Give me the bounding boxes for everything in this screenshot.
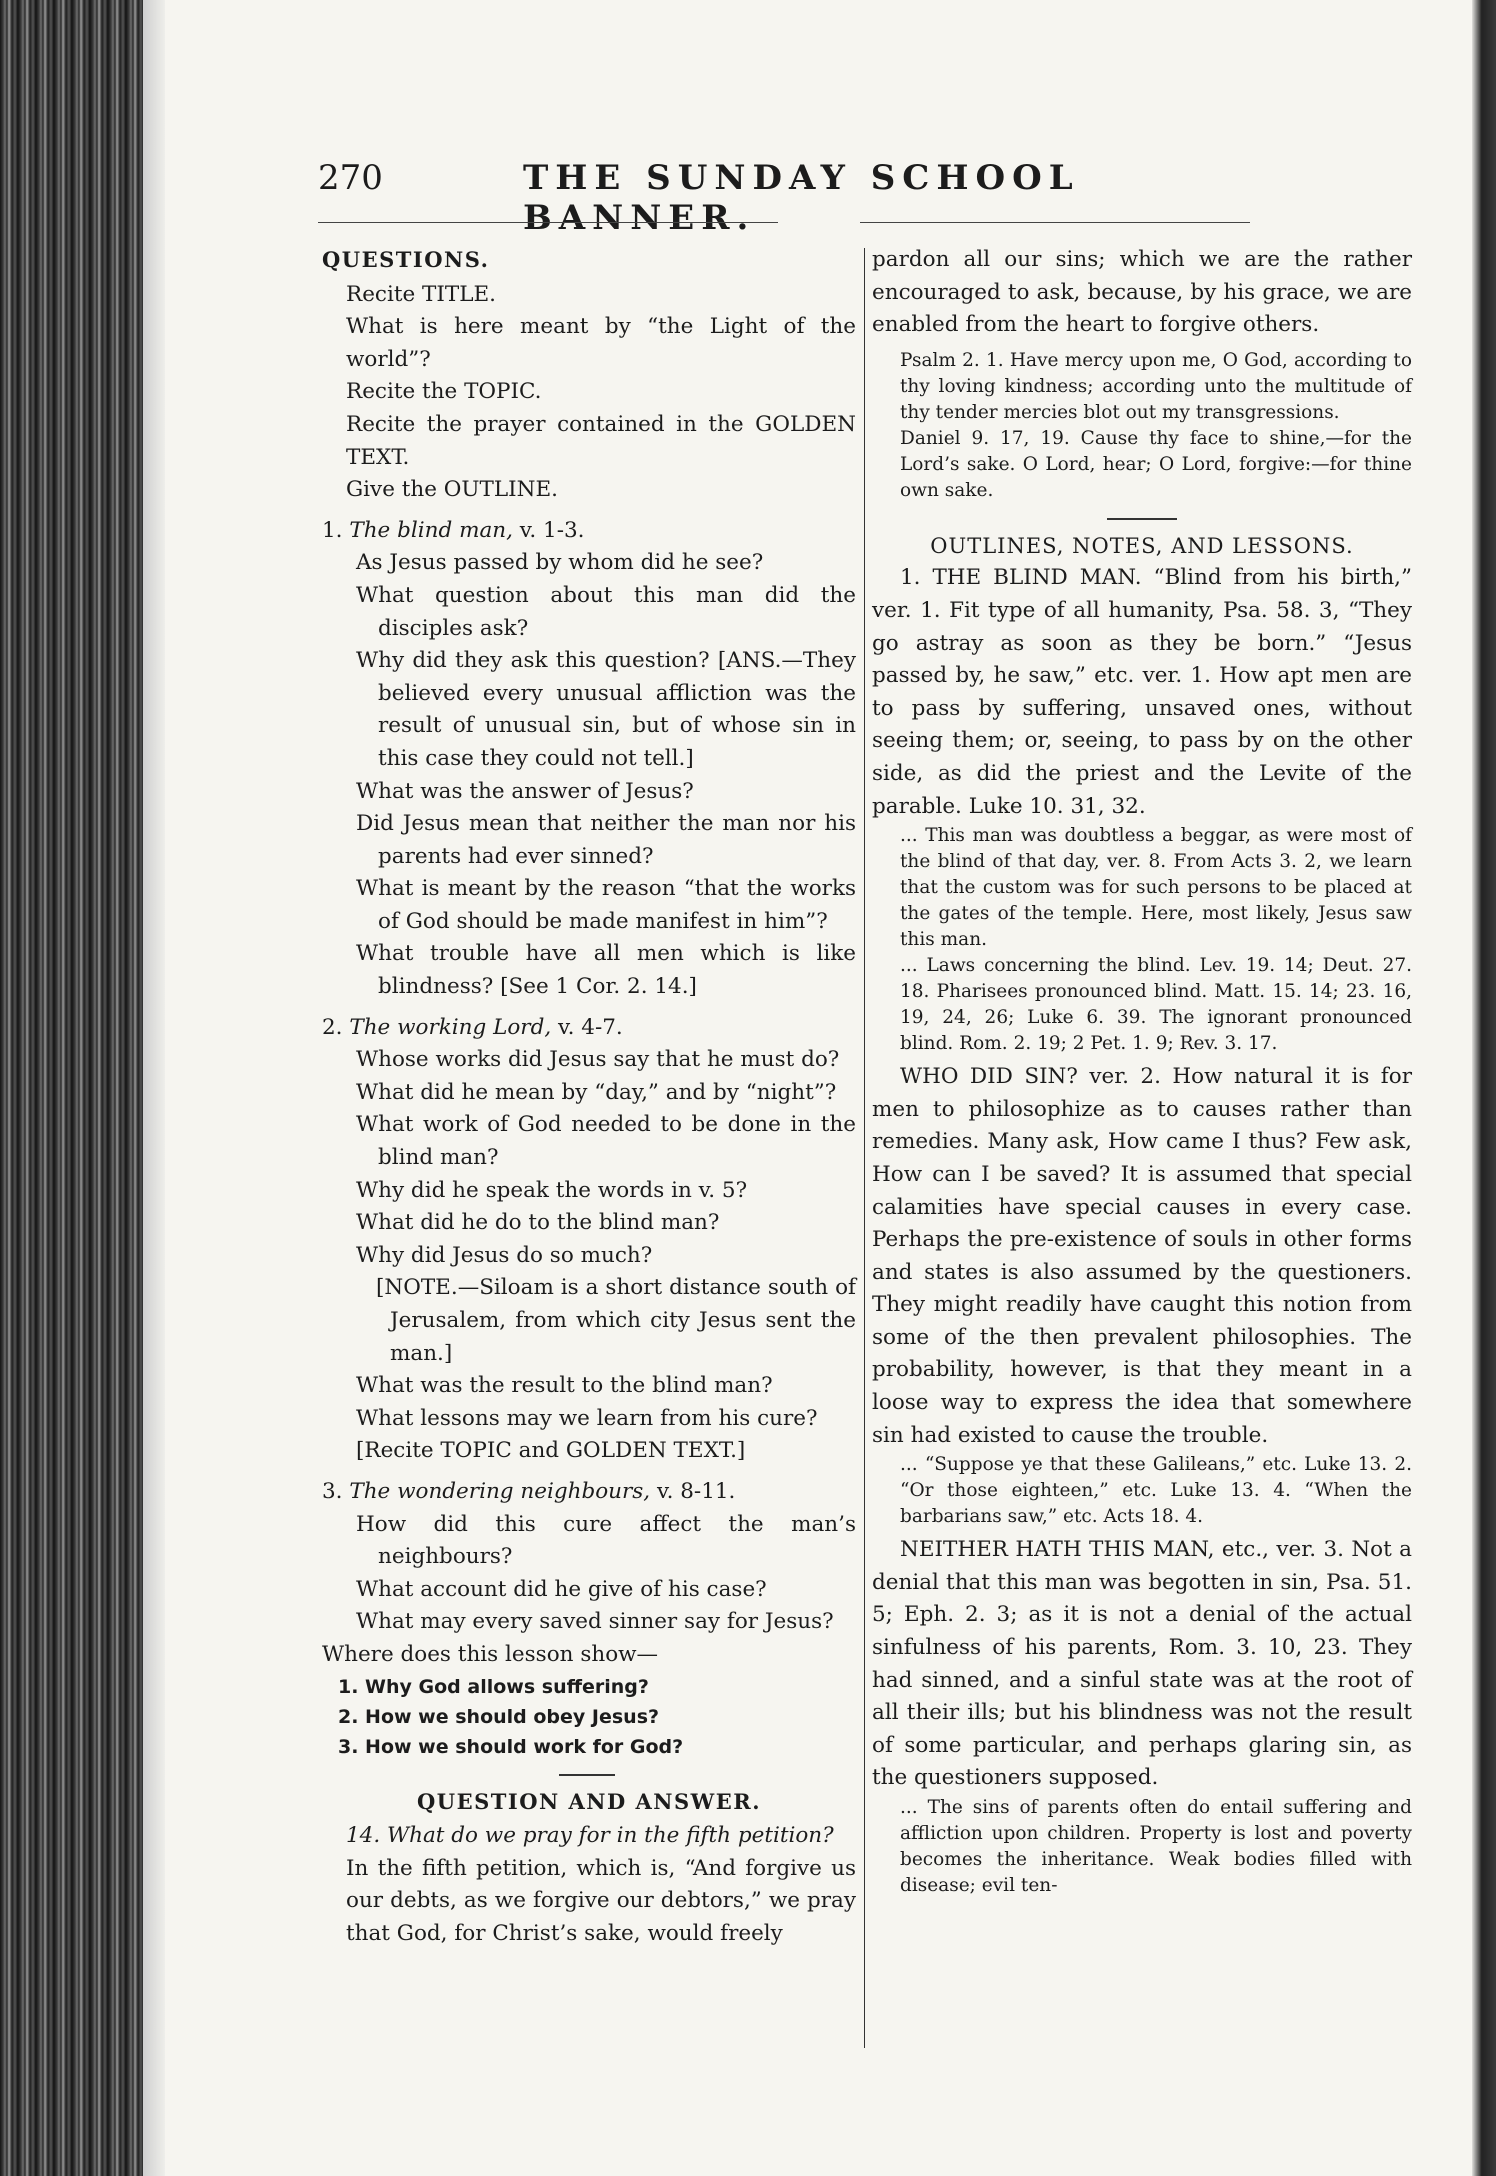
section-title: The working Lord, [349,1014,552,1040]
question-line: Why did Jesus do so much? [356,1242,653,1268]
section-title: The blind man, [349,517,513,543]
question-line: What account did he give of his case? [356,1576,767,1602]
header-rule-left [318,222,778,223]
section-ref: v. 1-3. [519,517,585,543]
question-line: Why did he speak the words in v. 5? [356,1177,748,1203]
question-line: What lessons may we learn from his cure? [356,1405,818,1431]
qa-question [318,1820,856,1853]
paragraph: NEITHER HATH THIS MAN, etc., ver. 3. Not a denial that this man was begotten in sin, Psa. 51. 5; Eph. 2. 3; as it is not a denial of the actual sinfulness of his parents, Rom. 3. 10, 23. They had sinned, and a sinful state was at the root of all their ills; but his blindness was not the result of some particular, and perhaps glaring sin, as the questioners supposed. [872,1537,1412,1791]
qa-question-text: 14. What do we pray for in the fifth petition? [346,1823,834,1849]
section-ref: v. 8-11. [656,1478,736,1504]
page-edge [1472,0,1496,2176]
note: ... Laws concerning the blind. Lev. 19. 14; Deut. 27. 18. Pharisees pronounced blind. Matt. 15. 14; 23. 16, 19, 24, 26; Luke 6. 39. The ignorant pronounced blind. Rom. 2. 19; 2 Pet. 1. 9; Rev. 3. 17. [900,955,1412,1055]
question-line: [Recite TOPIC and GOLDEN TEXT.] [356,1438,746,1464]
section-1-heading [318,515,856,548]
question-line: What is meant by the reason “that the works of God should be made manifest in him”? [356,876,856,934]
note: ... This man was doubtless a beggar, as were most of the blind of that day, ver. 8. From Acts 3. 2, we learn that the custom was for such persons to be placed at the gates of the temple. Here, most likely, Jesus saw this man. [900,825,1412,951]
section-3-heading [318,1476,856,1509]
page-number: 270 [318,158,383,198]
section-ref: v. 4-7. [558,1014,623,1040]
question-line: What did he do to the blind man? [356,1210,720,1236]
note: [NOTE.—Siloam is a short distance south of Jerusalem, from which city Jesus sent the man.] [376,1275,856,1366]
note: ... The sins of parents often do entail suffering and affliction upon children. Property is lost and poverty becomes the inheritance. Weak bodies filled with disease; evil ten- [900,1797,1412,1896]
column-divider [864,248,865,2048]
question-line: Did Jesus mean that neither the man nor his parents had ever sinned? [356,811,856,869]
left-column [318,244,856,1951]
book-binding [0,0,165,2176]
lesson-point: 1. Why God allows suffering? [338,1675,649,1698]
question-line: What work of God needed to be done in the blind man? [356,1112,856,1171]
question-line: How did this cure affect the man’s neighbours? [356,1511,856,1570]
paragraph: 1. THE BLIND MAN. “Blind from his birth,” ver. 1. Fit type of all humanity, Psa. 58. 3, “They go astray as soon as they be born.” “Jesus passed by, he saw,” etc. ver. 1. How apt men are to pass by suffering, unsaved ones, without seeing them; or, seeing, to pass by on the other side, as did the priest and the Levite of the parable. Luke 10. 31, 32. [872,565,1412,819]
header-rule-right [860,222,1250,223]
question-line: As Jesus passed by whom did he see? [356,550,764,576]
question-line: Whose works did Jesus say that he must do? [356,1047,840,1073]
question-line: What was the answer of Jesus? [356,778,694,804]
scripture-psalm: Psalm 2. 1. Have mercy upon me, O God, according to thy loving kindness; according unto the multitude of thy tender mercies blot out my transgressions. [900,349,1412,423]
running-title: THE SUNDAY SCHOOL BANNER. [523,158,1080,238]
answer-continued: pardon all our sins; which we are the rather encouraged to ask, because, by his grace, we are enabled from the heart to forgive others. [872,247,1412,338]
questions-heading: QUESTIONS. [322,247,490,272]
qa-answer: In the fifth petition, which is, “And forgive us our debts, as we forgive our debtors,” we pray that God, for Christ’s sake, would freely [346,1855,856,1946]
scripture-daniel: Daniel 9. 17, 19. Cause thy face to shine,—for the Lord’s sake. O Lord, hear; O Lord, forgive:—for thine own sake. [900,427,1412,501]
question-line: What is here meant by “the Light of the world”? [346,314,856,372]
question-line: Recite the TOPIC. [346,379,542,405]
outlines-heading: OUTLINES, NOTES, AND LESSONS. [930,533,1354,558]
section-2-heading [318,1012,856,1045]
question-line: Why did they ask this question? [ANS.—They believed every unusual affliction was the result of unusual sin, but of whose sin in this case they could not tell.] [356,648,856,771]
paragraph: WHO DID SIN? ver. 2. How natural it is for men to philosophize as to causes rather than remedies. Many ask, How came I thus? Few ask, How can I be saved? It is assumed that special calamities have special causes in every case. Perhaps the pre-existence of souls in other forms and states is also assumed by the questioners. They might readily have caught this notion from some of the then prevalent philosophies. The probability, however, is that they meant in a loose way to express the idea that somewhere sin had existed to cause the trouble. [872,1064,1412,1448]
question-line: What question about this man did the disciples ask? [356,582,856,641]
note: ... “Suppose ye that these Galileans,” etc. Luke 13. 2. “Or those eighteen,” etc. Luke 13. 4. “When the barbarians saw,” etc. Acts 18. 4. [900,1454,1412,1528]
question-line: What trouble have all men which is like blindness? [See 1 Cor. 2. 14.] [356,941,856,1000]
qa-heading: QUESTION AND ANSWER. [416,1788,762,1814]
lesson-show: Where does this lesson show— [322,1641,659,1667]
question-line: Recite TITLE. [346,281,497,307]
question-line: What was the result to the blind man? [356,1373,773,1399]
section-title: The wondering neighbours, [349,1478,651,1504]
right-column [872,244,1412,1899]
question-line: Recite the prayer contained in the GOLDEN TEXT. [346,411,856,470]
section-divider [1107,518,1177,520]
lesson-point: 2. How we should obey Jesus? [338,1705,660,1728]
section-divider [559,1774,615,1776]
page-header [318,158,1248,238]
lesson-point: 3. How we should work for God? [338,1735,684,1758]
question-line: What did he mean by “day,” and by “night”? [356,1079,837,1105]
question-line: What may every saved sinner say for Jesus? [356,1609,834,1635]
section-number: 1. [322,517,343,543]
question-line: Give the OUTLINE. [346,477,558,503]
section-number: 3. [322,1478,343,1504]
section-number: 2. [322,1014,343,1040]
